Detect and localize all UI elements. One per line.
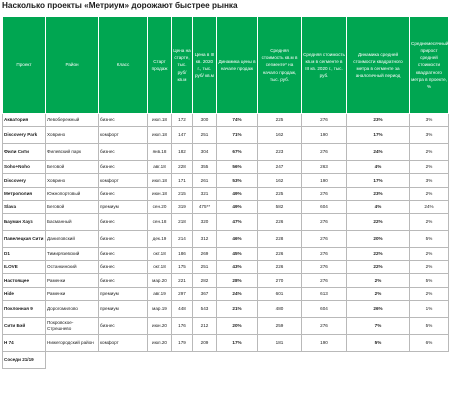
table-cell: 212 [193,317,217,334]
table-cell: 604 [302,200,347,213]
table-cell: 5% [347,334,410,351]
table-cell: комфорт [99,334,148,351]
table-cell: 190 [302,174,347,187]
table-row [3,287,449,300]
table-cell: 17% [347,127,410,144]
price-dynamics-table [2,16,449,369]
empty-cell [217,351,258,368]
empty-cell [193,351,217,368]
table-cell: 582 [258,200,302,213]
table-cell: бизнес [99,144,148,161]
table-cell: 2% [410,161,449,174]
table-cell: Ховрино [46,174,99,187]
empty-cell [148,351,172,368]
table-row [3,317,449,334]
table-cell: 226 [258,247,302,260]
project-name-cell: Павелецкая Сити [3,230,46,247]
table-cell: 613 [302,287,347,300]
table-cell: 276 [302,317,347,334]
table-cell: 226 [258,261,302,274]
table-body [3,114,449,369]
table-cell: 225 [258,114,302,127]
empty-cell [172,351,193,368]
table-cell: Раменки [46,287,99,300]
table-cell: 17% [347,174,410,187]
table-row [3,114,449,127]
table-cell: 261 [193,174,217,187]
empty-cell [258,351,302,368]
table-cell: 147 [172,127,193,144]
table-cell: 259 [258,317,302,334]
table-cell: 20% [347,230,410,247]
table-cell: бизнес [99,230,148,247]
table-cell: 23% [347,114,410,127]
table-cell: 1% [410,300,449,317]
table-cell: бизнес [99,317,148,334]
table-cell: 190 [302,334,347,351]
table-cell: премиум [99,300,148,317]
table-cell: 297 [172,287,193,300]
empty-cell [302,351,347,368]
empty-cell [347,351,410,368]
table-cell: 2% [410,287,449,300]
table-cell: 24% [410,200,449,213]
table-cell: 215 [172,187,193,200]
table-cell: 300 [193,114,217,127]
table-row [3,334,449,351]
table-cell: 74% [217,114,258,127]
table-cell: 22% [347,261,410,274]
column-header: Динамика средней стоимости квадратного метра в сегменте за аналогичный период [347,17,410,114]
empty-cell [46,351,99,368]
table-cell: 3% [410,114,449,127]
table-cell: июл.18 [148,174,172,187]
table-cell: мар.19 [148,300,172,317]
table-cell: Беговой [46,161,99,174]
table-cell: 276 [302,230,347,247]
table-row [3,213,449,230]
table-cell: 45% [217,247,258,260]
table-cell: Ховрино [46,127,99,144]
table-cell: 282 [193,274,217,287]
table-cell: 480 [258,300,302,317]
table-cell: бизнес [99,187,148,200]
table-cell: 5% [410,274,449,287]
table-cell: 20% [217,317,258,334]
table-cell: 604 [302,300,347,317]
project-name-cell: Hide [3,287,46,300]
table-cell: 312 [193,230,217,247]
table-row [3,161,449,174]
table-cell: сен.18 [148,213,172,230]
column-header: Цена на старте, тыс. руб/ кв.м [172,17,193,114]
table-cell: 304 [193,144,217,161]
table-cell: 2% [410,261,449,274]
table-cell: 2% [410,187,449,200]
table-cell: 46% [217,230,258,247]
table-cell: 179 [172,334,193,351]
table-cell: бизнес [99,114,148,127]
table-row [3,351,449,368]
table-cell: дек.19 [148,230,172,247]
table-cell: 225 [258,187,302,200]
table-cell: Раменки [46,274,99,287]
table-cell: Левобережный [46,114,99,127]
table-cell: 543 [193,300,217,317]
table-cell: 22% [347,213,410,230]
table-cell: 228 [172,161,193,174]
table-cell: 223 [258,144,302,161]
table-cell: Нижегородский район [46,334,99,351]
table-cell: 176 [172,317,193,334]
table-row [3,261,449,274]
column-header: Динамика цены в начале продаж [217,17,258,114]
header-row [3,17,449,114]
column-header: Проект [3,17,46,114]
table-cell: 209 [193,334,217,351]
table-cell: 276 [302,274,347,287]
table-cell: июл.20 [148,334,172,351]
column-header: Класс [99,17,148,114]
project-name-cell: D1 [3,247,46,260]
table-cell: 2% [410,247,449,260]
table-cell: 251 [193,261,217,274]
table-cell: 3% [410,174,449,187]
table-cell: 162 [258,127,302,144]
table-cell: 175 [172,261,193,274]
project-name-cell: Соседи 21/19 [3,351,46,368]
table-cell: 320 [193,213,217,230]
table-cell: 2% [410,144,449,161]
project-name-cell: Метрополия [3,187,46,200]
table-cell: бизнес [99,274,148,287]
column-header: Средняя стоимость кв.м в сегменте в III кв. 2020 г., тыс. руб. [302,17,347,114]
table-cell: Тимирязевский [46,247,99,260]
table-cell: 228 [258,230,302,247]
page-title: Насколько проекты «Метриум» дорожают быстрее рынка [2,1,238,10]
project-name-cell: Настоящее [3,274,46,287]
table-cell: 6% [410,334,449,351]
table-cell: 367 [193,287,217,300]
table-cell: 601 [258,287,302,300]
table-cell: сен.20 [148,200,172,213]
project-name-cell: ILOVE [3,261,46,274]
table-cell: 214 [172,230,193,247]
table-cell: бизнес [99,161,148,174]
table-row [3,247,449,260]
table-cell: 43% [217,261,258,274]
table-row [3,187,449,200]
table-cell: авг.19 [148,287,172,300]
project-name-cell: Slava [3,200,46,213]
table-cell: 22% [347,247,410,260]
table-cell: комфорт [99,174,148,187]
table-cell: 2% [347,287,410,300]
table-cell: 247 [258,161,302,174]
table-cell: 26% [347,300,410,317]
project-name-cell: Фили Сити [3,144,46,161]
table-cell: 7% [347,317,410,334]
table-cell: 226 [258,213,302,230]
table-cell: 269 [193,247,217,260]
table-row [3,230,449,247]
table-cell: 23% [347,187,410,200]
table-cell: 251 [193,127,217,144]
project-name-cell: Discovery [3,174,46,187]
table-cell: 276 [302,114,347,127]
table-cell: янв.18 [148,144,172,161]
empty-cell [99,351,148,368]
table-cell: 2% [347,274,410,287]
table-cell: 172 [172,114,193,127]
table-cell: 2% [410,213,449,230]
table-cell: 319 [172,200,193,213]
table-cell: 53% [217,174,258,187]
table-cell: Останкинский [46,261,99,274]
project-name-cell: Н 74 [3,334,46,351]
table-cell: 276 [302,261,347,274]
table-cell: 190 [302,127,347,144]
table-cell: 49% [217,200,258,213]
table-row [3,200,449,213]
project-name-cell: Сити Бэй [3,317,46,334]
table-cell: 276 [302,247,347,260]
table-cell: Покровское-Стрешнево [46,317,99,334]
empty-cell [410,351,449,368]
table-cell: 67% [217,144,258,161]
project-name-cell: Поклонная 9 [3,300,46,317]
table-cell: 355 [193,161,217,174]
table-cell: 181 [258,334,302,351]
table-row [3,144,449,161]
table-cell: комфорт [99,127,148,144]
table-cell: Филевский парк [46,144,99,161]
table-cell: авг.18 [148,161,172,174]
column-header: Цена в III кв. 2020 г., тыс. руб/ кв.м [193,17,217,114]
table-cell: 171 [172,174,193,187]
table-cell: бизнес [99,213,148,230]
table-cell: бизнес [99,261,148,274]
table-cell: 221 [172,274,193,287]
table-cell: Беговой [46,200,99,213]
table-cell: Дорогомилово [46,300,99,317]
table-cell: 263 [302,161,347,174]
table-row [3,127,449,144]
table-cell: 4% [347,161,410,174]
table-cell: 56% [217,161,258,174]
column-header: Средняя стоимость кв.м в сегменте* на начало продаж, тыс. руб. [258,17,302,114]
table-cell: июл.18 [148,127,172,144]
table-cell: 218 [172,213,193,230]
table-cell: бизнес [99,247,148,260]
column-header: Среднемесячный прирост средней стоимости квадратного метра в проекте, % [410,17,449,114]
column-header: Старт продаж [148,17,172,114]
table-cell: 5% [410,230,449,247]
table-cell: 24% [217,287,258,300]
table-cell: 475** [193,200,217,213]
table-cell: 270 [258,274,302,287]
table-cell: июл.18 [148,114,172,127]
table-cell: Басманный [46,213,99,230]
table-cell: премиум [99,200,148,213]
table-row [3,300,449,317]
project-name-cell: Discovery Park [3,127,46,144]
table-cell: 3% [410,127,449,144]
table-row [3,274,449,287]
project-name-cell: Акватория [3,114,46,127]
table-cell: 71% [217,127,258,144]
table-cell: 5% [410,317,449,334]
table-cell: 276 [302,187,347,200]
table-cell: премиум [99,287,148,300]
table-cell: июн.20 [148,317,172,334]
table-cell: 28% [217,274,258,287]
project-name-cell: Soho+Noho [3,161,46,174]
table-cell: 17% [217,334,258,351]
table-cell: 182 [172,144,193,161]
table-row [3,174,449,187]
table-cell: 47% [217,213,258,230]
table-cell: окт.18 [148,247,172,260]
table-cell: Даниловский [46,230,99,247]
table-cell: 321 [193,187,217,200]
table-header [3,17,449,114]
table-cell: 162 [258,174,302,187]
column-header: Район [46,17,99,114]
table-cell: 24% [347,144,410,161]
table-cell: июн.18 [148,187,172,200]
table-cell: 186 [172,247,193,260]
table-cell: 21% [217,300,258,317]
table-cell: мар.20 [148,274,172,287]
table-cell: 4% [347,200,410,213]
table-cell: окт.18 [148,261,172,274]
table-cell: 276 [302,213,347,230]
table-cell: 448 [172,300,193,317]
table-cell: 49% [217,187,258,200]
project-name-cell: Бауман Хауз [3,213,46,230]
table-cell: 276 [302,144,347,161]
table-cell: Южнопортовый [46,187,99,200]
